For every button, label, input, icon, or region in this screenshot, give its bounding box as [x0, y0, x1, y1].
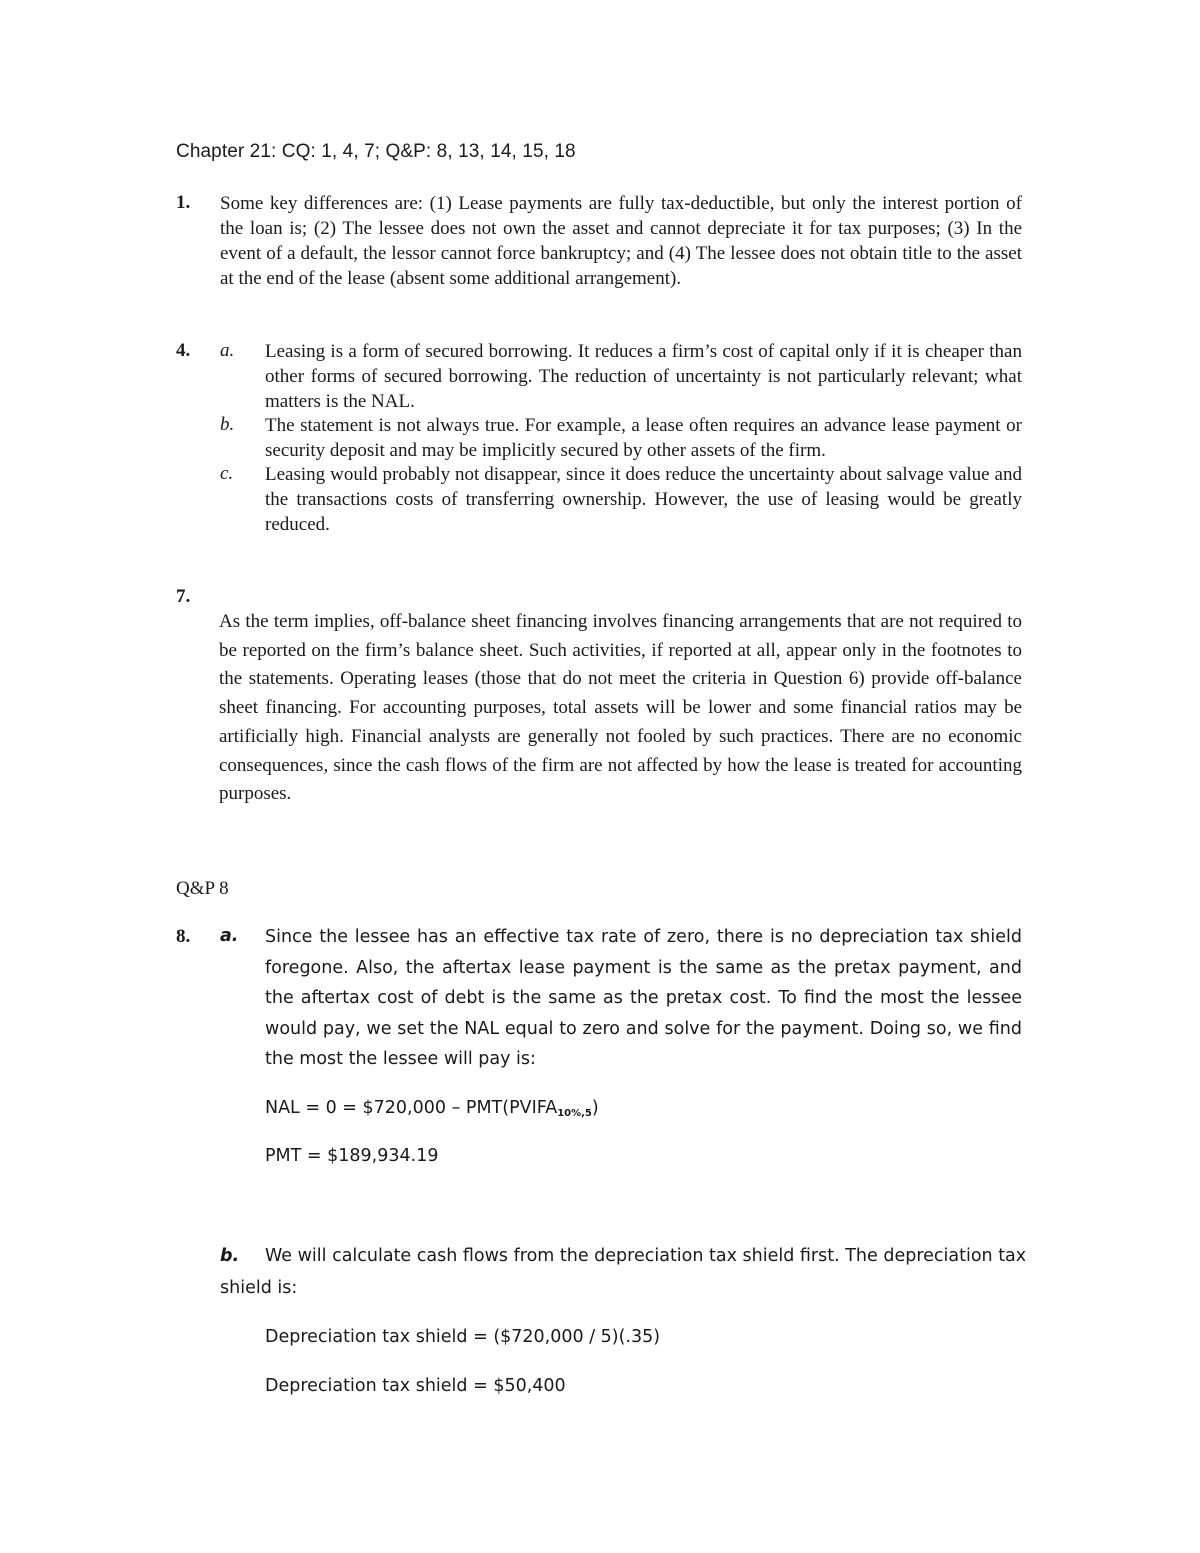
qp8a-letter: a. — [220, 926, 239, 946]
nal-equation-close: ) — [591, 1098, 599, 1118]
question-4b-letter: b. — [220, 414, 235, 435]
nal-equation — [265, 1098, 599, 1119]
question-4a-letter: a. — [220, 340, 235, 361]
qp8b-answer-line1: We will calculate cash flows from the depreciation tax shield first. The depreciation tax — [265, 1246, 1027, 1266]
qp8-number: 8. — [176, 926, 191, 947]
question-7-answer: As the term implies, off-balance sheet financing involves financing arrangements that are not required to be reported on the firm’s balance sheet. Such activities, if reported at all, appear only in the footnotes to the statements. Operating leases (those that do not meet the criteria in Question 6) provide off-balance sheet financing. For accounting purposes, total assets will be lower and some financial ratios may be artificially high. Financial analysts are generally not fooled by such practices. There are no economic consequences, since the cash flows of the firm are not affected by how the lease is treated for accounting purposes. — [219, 611, 1022, 805]
question-4a-answer: Leasing is a form of secured borrowing. It reduces a firm’s cost of capital only if it is cheaper than other forms of secured borrowing. The reduction of uncertainty is not particularly relevant; what matters is the NAL. — [265, 341, 1022, 412]
question-7-number: 7. — [176, 586, 191, 607]
question-4c-answer: Leasing would probably not disappear, since it does reduce the uncertainty about salvage value and the transactions costs of transferring ownership. However, the use of leasing would be greatly reduced. — [265, 464, 1022, 535]
nal-equation-main: NAL = 0 = $720,000 – PMT(PVIFA — [265, 1098, 558, 1118]
depreciation-equation: Depreciation tax shield = ($720,000 / 5)(.35) — [265, 1327, 661, 1347]
chapter-heading: Chapter 21: CQ: 1, 4, 7; Q&P: 8, 13, 14, 15, 18 — [176, 141, 576, 162]
question-4b-answer: The statement is not always true. For example, a lease often requires an advance lease payment or security deposit and may be implicitly secured by other assets of the firm. — [265, 415, 1022, 461]
pmt-result: PMT = $189,934.19 — [265, 1146, 439, 1166]
qp8a-answer: Since the lessee has an effective tax rate of zero, there is no depreciation tax shield foregone. Also, the aftertax lease payment is the same as the pretax payment, and the aftertax cost of debt is the same as the pretax cost. To find the most the lessee would pay, we set the NAL equal to zero and solve for the payment. Doing so, we find the most the lessee will pay is: — [265, 927, 1022, 1069]
qp8-heading: Q&P 8 — [176, 878, 229, 899]
depreciation-result: Depreciation tax shield = $50,400 — [265, 1376, 566, 1396]
qp8b-answer-line2: shield is: — [220, 1278, 298, 1298]
qp8b-letter: b. — [220, 1246, 240, 1266]
nal-equation-subscript: 10%,5 — [557, 1108, 592, 1119]
question-4c-letter: c. — [220, 463, 234, 484]
question-4-number: 4. — [176, 340, 191, 361]
question-1-number: 1. — [176, 192, 191, 213]
question-1-answer: Some key differences are: (1) Lease payments are fully tax-deductible, but only the interest portion of the loan is; (2) The lessee does not own the asset and cannot depreciate it for tax purposes; (3) In the event of a default, the lessor cannot force bankruptcy; and (4) The lessee does not obtain title to the asset at the end of the lease (absent some additional arrangement). — [220, 193, 1022, 289]
